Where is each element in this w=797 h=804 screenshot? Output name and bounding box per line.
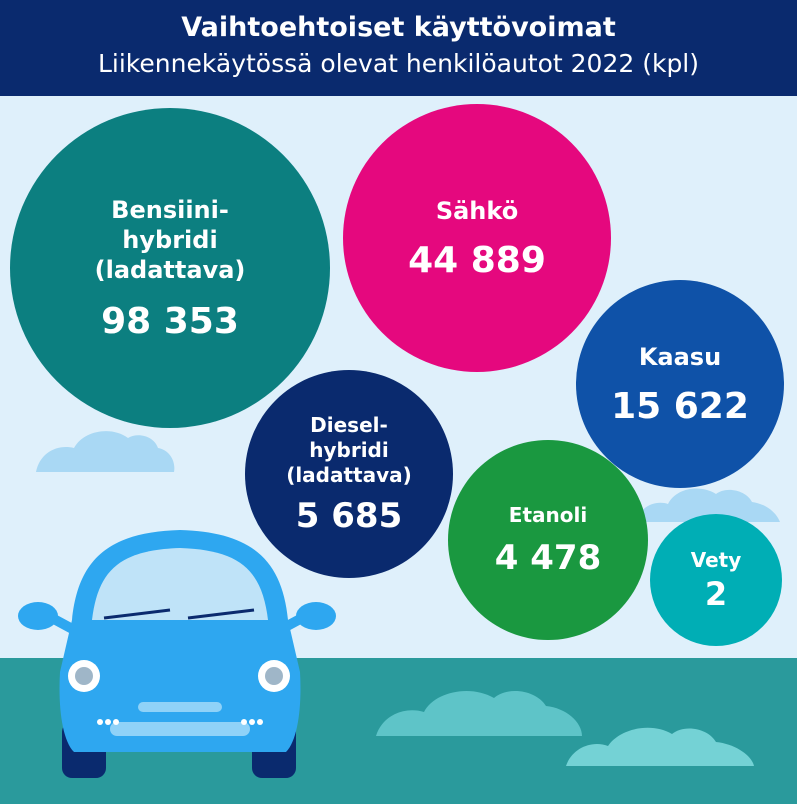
chart-subtitle: Liikennekäytössä olevat henkilöautot 2022 (kpl): [97, 49, 700, 78]
bubble-value: 2: [704, 574, 728, 613]
bubble-5: [650, 514, 782, 646]
bubble-value: 4 478: [494, 537, 602, 578]
bubble-3: [245, 370, 453, 578]
bubble-label: Diesel- hybridi (ladattava): [286, 412, 412, 487]
bubble-value: 15 622: [611, 385, 749, 427]
bubble-label: Vety: [690, 547, 742, 572]
bubble-2: [576, 280, 784, 488]
bubble-label: Etanoli: [508, 502, 588, 527]
bubble-label: Kaasu: [638, 342, 722, 371]
bubble-value: 5 685: [295, 495, 403, 536]
chart-title: Vaihtoehtoiset käyttövoimat: [181, 12, 616, 43]
bubble-4: [448, 440, 648, 640]
bubble-label: Sähkö: [435, 196, 519, 225]
bubble-0: [10, 108, 330, 428]
cloud-ground-1: [376, 691, 582, 736]
bubble-label: Bensiini- hybridi (ladattava): [94, 195, 246, 284]
car-illustration: [18, 530, 336, 778]
cloud-left: [36, 431, 174, 472]
cloud-ground-2: [566, 728, 754, 766]
bubble-value: 44 889: [408, 239, 546, 281]
bubble-1: [343, 104, 611, 372]
bubble-value: 98 353: [101, 300, 239, 342]
